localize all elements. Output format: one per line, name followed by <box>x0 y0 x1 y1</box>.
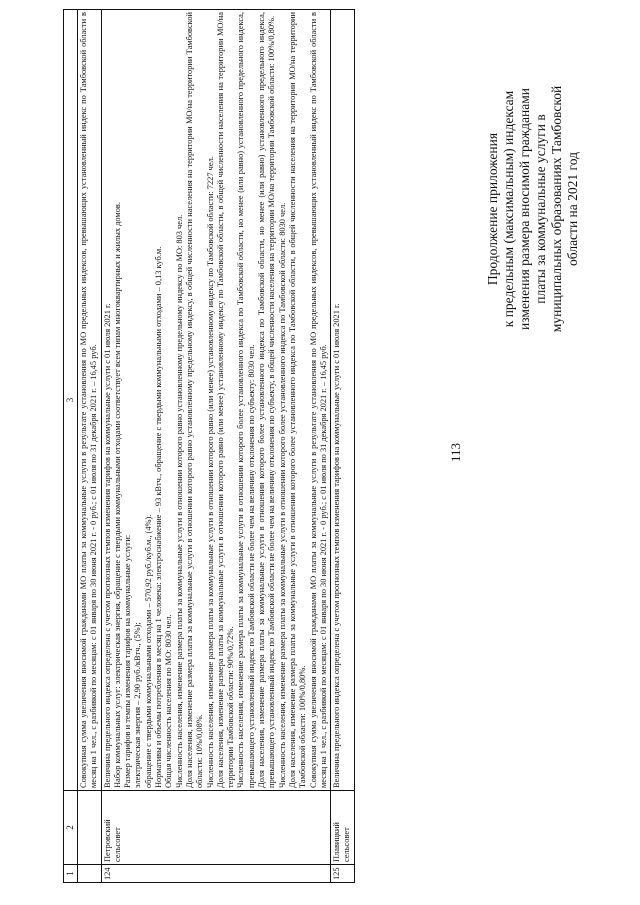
description-line: Численность населения, изменение размера платы за коммунальные услуги в отношении которого равно установленному предельному индексу по МО: 803 чел. <box>174 214 184 788</box>
appendix-header <box>485 44 581 374</box>
description-line: Доля населения, изменение размера платы за коммунальные услуги в отношении которого равно (или менее) установленному индексу по Тамбовской области, в общей численности населения на территории МО/на территории Тамбовской области: 90%/0,72%. <box>215 12 236 788</box>
description-line: Набор коммунальных услуг: электрическая энергия, обращение с твердыми коммунальными отходами соответствует всем типам многоквартирных и жилых домов. <box>112 202 122 788</box>
column-header-2: 2 <box>64 791 78 865</box>
description-line: Совокупная сумма увеличения вносимой гражданами МО платы за коммунальные услуги в результате установления по МО предельных индексов, превышающих установленный индекс по Тамбовской области в месяц на 1 чел., с разбивкой по месяцам: с 01 января по 30 июня 2021 г. - 0 руб.; с 01 июля по 31 декабря 2021 г. – 16,45 руб. <box>308 12 328 788</box>
description-line: Величина предельного индекса определена с учетом прогнозных темпов изменения тарифов на коммунальные услуги с 01 июля 2021 г. <box>332 303 342 788</box>
table-row <box>331 10 355 883</box>
header-line: платы за коммунальные услуги в <box>533 114 548 304</box>
description-line: Численность населения, изменение размера платы за коммунальные услуги в отношении которого более установленного индекса по Тамбовской области, но менее (или равно) установленного предельного индекса, превышающего установленный индекс по Тамбовской области не более чем на величину отклонения по субъекту: 8030 чел. <box>236 12 256 788</box>
header-line: муниципальных образованиях Тамбовской <box>549 85 564 333</box>
column-header-3: 3 <box>64 10 78 791</box>
header-line: области на 2021 год <box>565 152 580 266</box>
row-number: 125 <box>331 865 355 883</box>
description-line: Численность населения, изменение размера платы за коммунальные услуги в отношении которого более установленного индекса по Тамбовской области: 8030 чел. <box>277 202 287 788</box>
header-line: Продолжение приложения <box>485 132 500 286</box>
row-description <box>331 10 355 791</box>
indices-table <box>63 9 355 883</box>
header-line: изменения размера вносимой гражданами <box>517 88 532 330</box>
table-row <box>101 10 331 883</box>
description-line: Нормативы и объемы потребления в месяц на 1 человека: электроснабжение – 93 кВтч., обращение с твердыми коммунальными отходами – 0,13 куб.м. <box>154 246 164 788</box>
description-line: Величина предельного индекса определена с учетом прогнозных темпов изменения тарифов на коммунальные услуги с 01 июля 2021 г. <box>102 303 112 788</box>
table-header-row <box>64 10 78 883</box>
description-line: Численность населения, изменение размера платы за коммунальные услуги в отношении которого равно (или менее) установленному индексу по Тамбовской области: 7227 чел. <box>205 156 215 788</box>
page-number: 113 <box>448 442 463 463</box>
description-line: Доля населения, изменение размера платы за коммунальные услуги в отношении которого более установленного индекса по Тамбовской области, в общей численности населения на территории МО/на территории Тамбовской области: 100%/0,80%. <box>287 12 308 788</box>
municipality-name <box>78 791 102 865</box>
description-line: Общая численность населения по МО: 8030 чел. <box>164 614 174 788</box>
municipality-name: Петровский сельсовет <box>101 791 331 865</box>
row-number: 124 <box>101 865 331 883</box>
description-line: Доля населения, изменение размера платы за коммунальные услуги в отношении которого равно установленному предельному индексу, в общей численности населения на территории МО/на территории Тамбовской области: 10%/0,08%. <box>184 12 205 788</box>
description-line: Доля населения, изменение размера платы за коммунальные услуги в отношении которого более установленного индекса по Тамбовской области, но менее (или равно) установленного предельного индекса, превышающего установленный индекс по Тамбовской области не более чем на величину отклонения по субъекту, в общей численности населения на территории МО/на территории Тамбовской области: 100%/0,80%. <box>257 12 277 788</box>
municipality-name: Плавицкий сельсовет <box>331 791 355 865</box>
description-line: Размер тарифов и темпы изменения тарифов на коммунальные услуги: <box>123 534 133 788</box>
header-line: к предельным (максимальным) индексам <box>501 90 516 328</box>
row-description <box>78 10 102 791</box>
description-line: Совокупная сумма увеличения вносимой гражданами МО платы за коммунальные услуги в результате установления по МО предельных индексов, превышающих установленный индекс по Тамбовской области в месяц на 1 чел., с разбивкой по месяцам: с 01 января по 30 июня 2021 г. - 0 руб.; с 01 июля по 31 декабря 2021 г. – 16,45 руб. <box>79 12 99 788</box>
row-description <box>101 10 331 791</box>
row-number <box>78 865 102 883</box>
description-line: обращение с твердыми коммунальными отходами – 570,92 руб./куб.м., (4%). <box>143 514 153 788</box>
description-line: электрическая энергия – 2,90 руб./кВтч., (5%); <box>133 622 143 788</box>
table-row <box>78 10 102 883</box>
column-header-1: 1 <box>64 865 78 883</box>
